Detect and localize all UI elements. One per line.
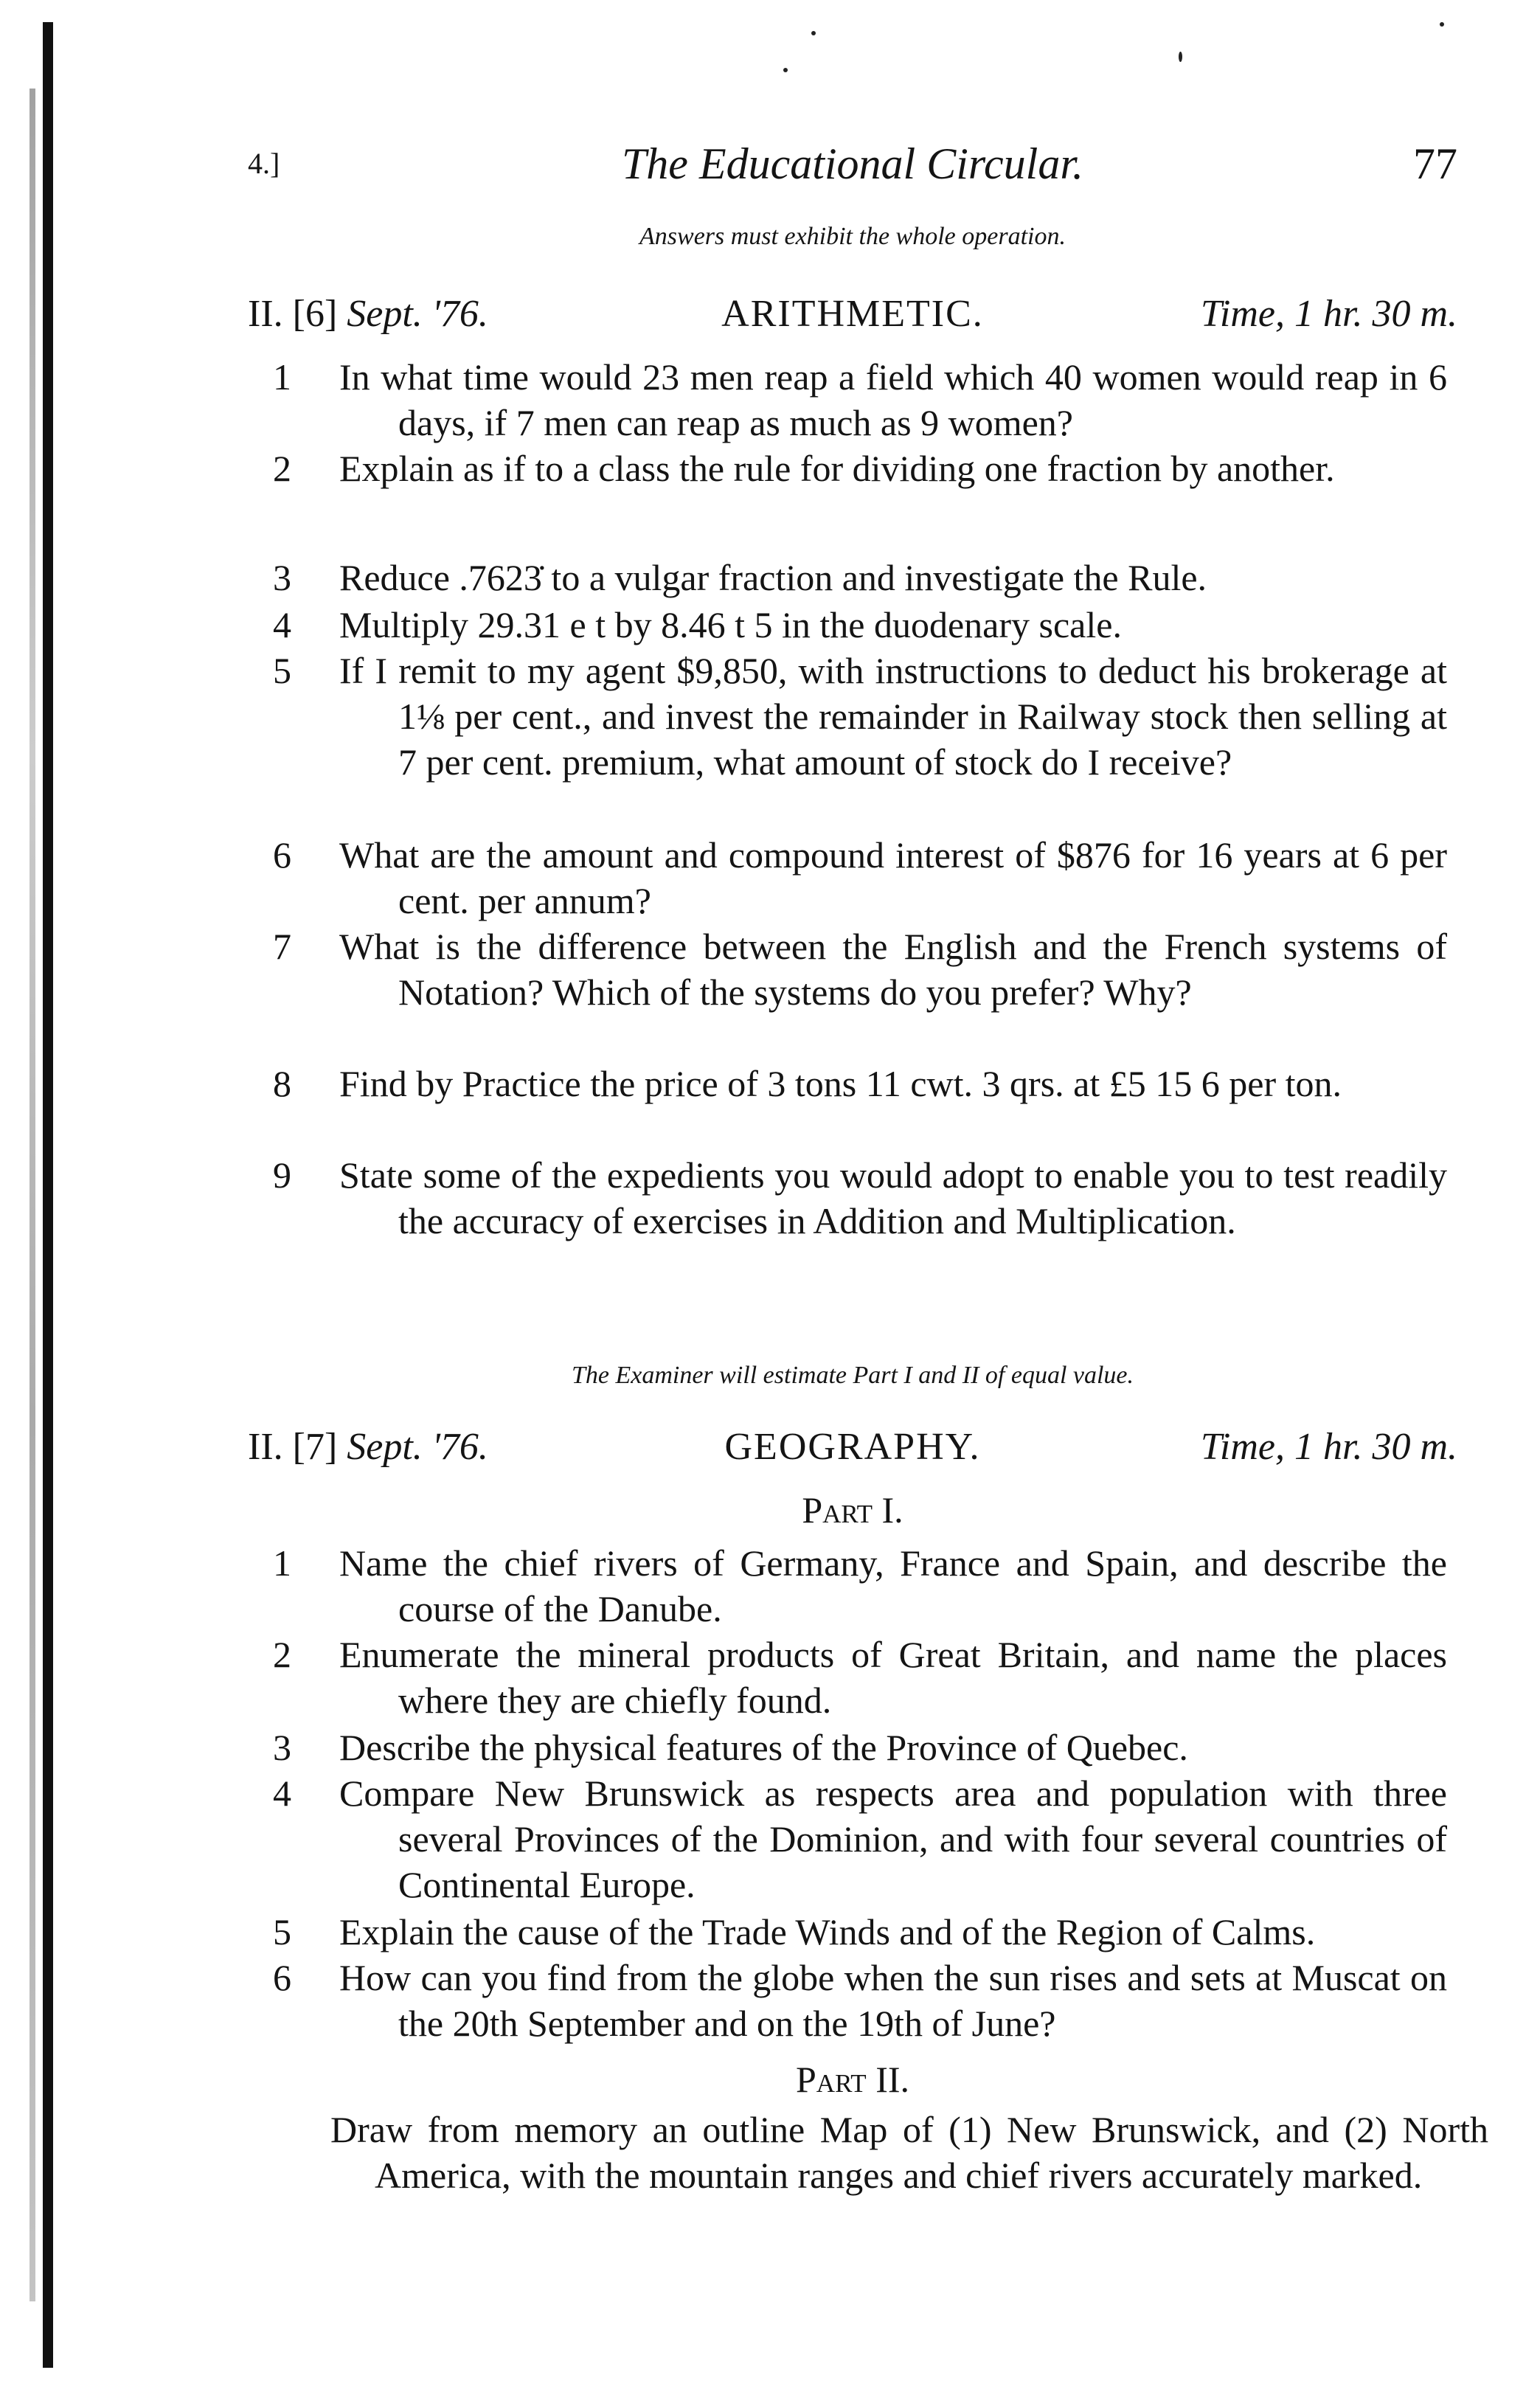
question-item: 3 Describe the physical features of the Province of Quebec. xyxy=(273,1727,1188,1768)
time-allowed: Time, 1 hr. 30 m. xyxy=(1200,293,1457,335)
time-allowed: Time, 1 hr. 30 m. xyxy=(1200,1426,1457,1468)
geography-heading xyxy=(248,1425,1457,1477)
question-item: 6 How can you find from the globe when the sun rises and sets at Muscat on the 20th September and on the 19th of June? xyxy=(273,1957,1447,2044)
running-header xyxy=(248,134,1457,201)
subject-title: ARITHMETIC. xyxy=(721,293,984,335)
question-item: 2 Enumerate the mineral products of Great Britain, and name the places where they are chiefly found. xyxy=(273,1634,1447,1721)
print-speck xyxy=(783,68,788,72)
question-item: 1 In what time would 23 men reap a field which 40 women would reap in 6 days, if 7 men can reap as much as 9 women? xyxy=(273,356,1447,443)
subject-title: GEOGRAPHY. xyxy=(724,1426,981,1468)
part-one-label: Part I. xyxy=(802,1489,903,1531)
question-item: 7 What is the difference between the English and the French systems of Notation? Which of the systems do you prefer? Why? xyxy=(273,926,1447,1013)
question-item: 5 If I remit to my agent $9,850, with instructions to deduct his brokerage at 1⅛ per cent., and invest the remainder in Railway stock then selling at 7 per cent. premium, what amount of stock do I receive? xyxy=(273,650,1447,783)
print-speck xyxy=(1179,52,1182,62)
page-edge-shadow xyxy=(30,89,35,2301)
arithmetic-heading xyxy=(248,292,1457,344)
part-two-question: Draw from memory an outline Map of (1) New Brunswick, and (2) North America, with the mountain ranges and chief rivers accurately marked. xyxy=(330,2109,1488,2196)
binding-edge xyxy=(43,22,53,2368)
print-speck xyxy=(811,31,816,35)
question-item: 2 Explain as if to a class the rule for dividing one fraction by another. xyxy=(273,448,1335,489)
question-item: 6 What are the amount and compound interest of $876 for 16 years at 6 per cent. per annum? xyxy=(273,834,1447,921)
question-item: 5 Explain the cause of the Trade Winds and of the Region of Calms. xyxy=(273,1911,1316,1952)
answers-note: Answers must exhibit the whole operation. xyxy=(639,223,1066,250)
question-item: 9 State some of the expedients you would adopt to enable you to test readily the accuracy of exercises in Addition and Multiplication. xyxy=(273,1154,1447,1241)
question-item: 1 Name the chief rivers of Germany, France and Spain, and describe the course of the Danube. xyxy=(273,1542,1447,1629)
publication-title: The Educational Circular. xyxy=(621,139,1084,188)
exam-reference: II. [7] Sept. '76. xyxy=(248,1426,488,1468)
question-item: 8 Find by Practice the price of 3 tons 11 cwt. 3 qrs. at £5 15 6 per ton. xyxy=(273,1063,1342,1104)
section-number: 4.] xyxy=(248,147,280,180)
exam-reference: II. [6] Sept. '76. xyxy=(248,293,488,335)
examiner-note: The Examiner will estimate Part I and II of equal value. xyxy=(571,1362,1134,1389)
print-speck xyxy=(1440,22,1444,27)
part-two-label: Part II. xyxy=(795,2059,909,2100)
page-number: 77 xyxy=(1413,139,1457,188)
question-item: 3 Reduce .7623̇ to a vulgar fraction and investigate the Rule. xyxy=(273,557,1207,598)
question-item: 4 Compare New Brunswick as respects area and population with three several Provinces of the Dominion, and with four several countries of Continental Europe. xyxy=(273,1773,1447,1905)
question-item: 4 Multiply 29.31 e t by 8.46 t 5 in the duodenary scale. xyxy=(273,604,1122,645)
